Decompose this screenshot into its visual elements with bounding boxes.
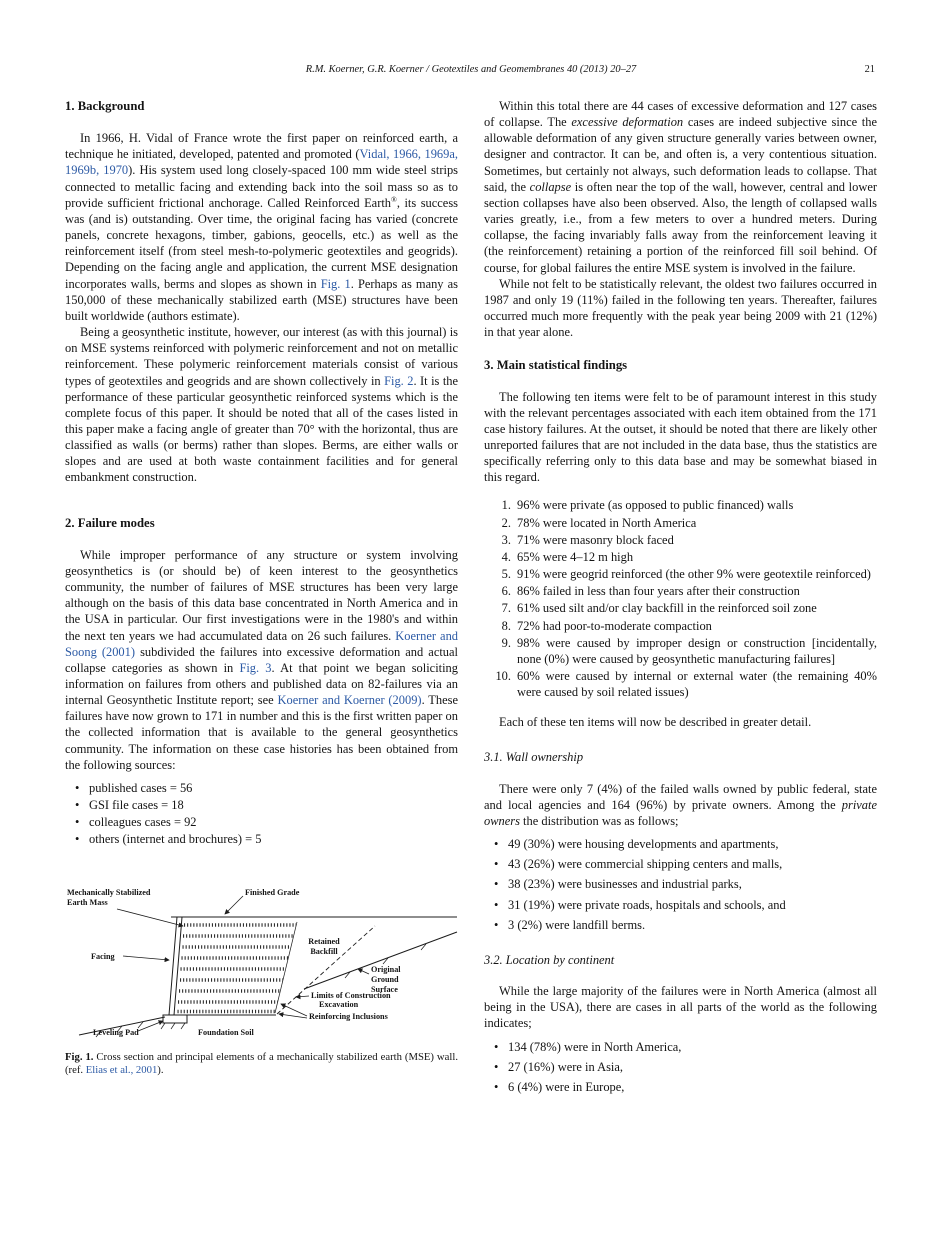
item-number: 10. <box>495 669 511 683</box>
section-heading-findings: 3. Main statistical findings <box>484 358 628 373</box>
text-segment: is often near the top of the wall, however, central and lower section collapses have also been observed. Also, the length of collapsed walls varies greatly, i.e., from a few meters to over a hundred meters. During collapse, the facing invariably falls away from the reinforcement leaving it (the reinforcement) retaining a portion of the reinforced fill soil behind. Of course, for global failures the entire MSE system is involved in the failure. <box>484 179 877 275</box>
source-item <box>75 797 458 813</box>
item-number: 9. <box>501 635 511 650</box>
text-segment: . At that point we began soliciting information on failures from others and published data on 82-failures via an internal Geosynthetic Institute report; see <box>65 660 458 708</box>
text-segment: While improper performance of any structure or system involving geosynthetics is (or should be) of keen interest to the geosynthetics community, the number of failures of MSE structures has been very large although on the basis of this data base concentrated in North America and in the USA in particular. Our first investigations were in the 1980's and within the next ten years we had accumulated data on 26 such failures. <box>65 547 458 643</box>
label-original-ground-line2: Ground <box>371 974 399 984</box>
continent-item <box>494 1039 877 1055</box>
stat-item <box>484 549 877 565</box>
figure-1 <box>65 884 458 1078</box>
mse-wall-diagram <box>65 884 460 1042</box>
stat-item <box>484 566 877 582</box>
label-excavation-limits-line2: Excavation <box>319 999 359 1009</box>
citation-link[interactable]: Koerner and Koerner (2009) <box>277 693 422 708</box>
continent-item <box>494 1079 877 1095</box>
label-excavation-limits-line1: Limits of Construction <box>311 990 391 1000</box>
item-number: 3. <box>501 532 511 547</box>
list-text: 3 (2%) were landfill berms. <box>508 917 646 932</box>
text-segment: Within this total there are 44 cases of excessive deformation and 127 cases of collapse. The <box>484 99 877 130</box>
stat-item <box>484 635 877 667</box>
text-segment: ® <box>391 194 397 204</box>
item-text: 71% were masonry block faced <box>517 532 674 547</box>
left-column <box>65 98 458 1102</box>
text-segment: ). <box>157 1064 164 1077</box>
item-text: 96% were private (as opposed to public financed) walls <box>517 498 794 513</box>
two-column-body <box>65 98 877 1102</box>
subsection-heading-wall-ownership: 3.1. Wall ownership <box>484 750 584 765</box>
section-heading-failure-modes: 2. Failure modes <box>65 515 155 530</box>
citation-link[interactable]: Elias et al., 2001 <box>85 1064 158 1077</box>
sources-list <box>75 780 458 848</box>
text-segment: subdivided the failures into excessive deformation and actual collapse categories as shown in <box>65 644 458 675</box>
label-retained-backfill-line1: Retained <box>308 936 340 946</box>
label-reinforcing-inclusions: Reinforcing Inclusions <box>309 1011 388 1021</box>
source-item <box>75 814 458 830</box>
owner-item <box>494 856 877 872</box>
figure-1-caption <box>65 1051 458 1078</box>
label-finished-grade: Finished Grade <box>245 887 300 897</box>
statistics-list <box>484 497 877 700</box>
owner-item <box>494 917 877 933</box>
item-text: 60% were caused by internal or external water (the remaining 40% were caused by soil related issues) <box>517 669 877 700</box>
item-number: 8. <box>501 618 511 633</box>
paragraph-failure-modes <box>65 547 458 773</box>
label-retained-backfill-line2: Backfill <box>310 946 338 956</box>
list-text: 43 (26%) were commercial shipping centers and malls, <box>508 857 783 872</box>
text-segment: In 1966, H. Vidal of France wrote the first paper on reinforced earth, a technique he initiated, developed, patented and promoted ( <box>65 131 458 162</box>
text-segment: Fig. 1. <box>65 1050 94 1063</box>
stat-item <box>484 668 877 700</box>
journal-citation: R.M. Koerner, G.R. Koerner / Geotextiles and Geomembranes 40 (2013) 20–27 <box>305 64 637 75</box>
text-segment: the distribution was as follows; <box>519 813 679 828</box>
label-mse-mass-line1: Mechanically Stabilized <box>67 887 151 897</box>
text-segment: There were only 7 (4%) of the failed walls owned by public federal, state and local agencies and 164 (96%) by private owners. Among the <box>484 781 877 812</box>
list-text: published cases = 56 <box>89 780 193 795</box>
text-segment: cases are indeed subjective since the allowable deformation of any given structure generally varies between owner, designer and contractor. It can be, and often is, a very contentious situation. Sometimes, but certainly not always, such deformation leads to collapse. That said, the <box>484 115 877 194</box>
section-heading-background: 1. Background <box>65 99 145 113</box>
text-segment: , its success was (and is) outstanding. Over time, the original facing has varied (concrete panels, concrete hexagons, timber, gabions, geocells, etc.) as well as the reinforcement itself (from steel mesh-to-polymeric geotextiles and geogrids). Depending on the facing angle and application, the current MSE designation incorporates walls, berms and slopes as shown in <box>65 195 458 291</box>
right-column <box>484 98 877 1102</box>
page-number: 21 <box>864 64 875 75</box>
text-segment: private owners <box>484 797 877 828</box>
source-item <box>75 831 458 847</box>
list-text: others (internet and brochures) = 5 <box>89 832 262 847</box>
list-text: 134 (78%) were in North America, <box>508 1039 682 1054</box>
stat-item <box>484 600 877 616</box>
owner-item <box>494 836 877 852</box>
label-foundation-soil: Foundation Soil <box>198 1027 254 1037</box>
label-leveling-pad: Leveling Pad <box>93 1027 139 1037</box>
citation-link[interactable]: Fig. 3 <box>239 660 272 675</box>
citation-link[interactable]: Koerner and Soong (2001) <box>65 628 459 659</box>
item-number: 7. <box>501 601 511 616</box>
list-text: 31 (19%) were private roads, hospitals and schools, and <box>508 897 786 912</box>
owner-item <box>494 897 877 913</box>
paragraph-location: While the large majority of the failures were in North America (almost all being in the USA), there are cases in all parts of the world as the following indicates; <box>484 984 877 1031</box>
list-text: 49 (30%) were housing developments and apartments, <box>508 837 779 852</box>
list-text: 6 (4%) were in Europe, <box>508 1079 625 1094</box>
list-text: GSI file cases = 18 <box>89 798 184 813</box>
paragraph-ownership <box>484 781 877 829</box>
citation-link[interactable]: Vidal, 1966, 1969a, 1969b, 1970 <box>65 147 459 178</box>
item-text: 61% used silt and/or clay backfill in the reinforced soil zone <box>517 601 817 616</box>
item-number: 1. <box>501 498 511 513</box>
source-item <box>75 780 458 796</box>
continent-item <box>494 1059 877 1075</box>
item-text: 86% failed in less than four years after their construction <box>517 584 800 599</box>
owner-item <box>494 876 877 892</box>
text-segment: . It is the performance of these particular geosynthetic reinforced systems which is the complete focus of this paper. It should be noted that all of the cases listed in this paper make a facing angle of greater than 70° with the horizontal, thus are classified as walls (or berms) rather than slopes. Berms, are either walls or slopes and are used at both waste containment facilities and for general embankment construction. <box>65 373 459 485</box>
text-segment: . These failures have now grown to 171 in number and this is the first written paper on the collected information that is available to the general geosynthetics community. The information on these case histories has been obtained from the following sources: <box>65 693 458 772</box>
stat-item <box>484 515 877 531</box>
ownership-list <box>494 836 877 933</box>
stat-item <box>484 532 877 548</box>
running-head <box>65 64 877 75</box>
label-mse-mass-line2: Earth Mass <box>67 897 108 907</box>
list-text: 38 (23%) were businesses and industrial parks, <box>508 877 742 892</box>
wall-facing-lines <box>169 917 182 1015</box>
paragraph-deformation-2: While not felt to be statistically relevant, the oldest two failures occurred in 1987 and only 19 (11%) failed in the following ten years. Thereafter, failures occurred much more frequently with the peak year being 2009 with 21 (12%) in that year alone. <box>484 276 877 340</box>
item-number: 6. <box>501 584 511 599</box>
paragraph-findings-outro: Each of these ten items will now be described in greater detail. <box>499 715 812 730</box>
item-number: 2. <box>501 515 511 530</box>
text-segment: Cross section and principal elements of a mechanically stabilized earth (MSE) wall. (ref. <box>65 1050 458 1077</box>
stat-item <box>484 618 877 634</box>
text-segment: Being a geosynthetic institute, however, our interest (as with this journal) is on MSE systems reinforced with polymeric reinforcement and not on metallic reinforcement. These polymeric reinforcement materials consist of various types of geotextiles and geogrids and are shown collectively in <box>65 325 458 388</box>
stat-item <box>484 497 877 513</box>
paragraph-background-2 <box>65 324 458 486</box>
original-ground-line <box>79 932 457 1037</box>
label-original-ground-line3: Surface <box>371 984 398 994</box>
subsection-heading-location: 3.2. Location by continent <box>484 952 615 967</box>
text-segment: collapse <box>529 179 572 194</box>
text-segment: ). His system used long closely-spaced 100 mm wide steel strips connected to metallic facing and extending back into the soil mass so as to provide sufficient frictional anchorage. Called Reinforced Earth <box>65 163 459 210</box>
text-segment: . Perhaps as many as 150,000 of these mechanically stabilized earth (MSE) structures have been built worldwide (authors estimate). <box>65 276 459 323</box>
stat-item <box>484 583 877 599</box>
item-number: 4. <box>501 549 511 564</box>
paragraph-deformation-1 <box>484 98 877 276</box>
list-text: colleagues cases = 92 <box>89 815 197 830</box>
text-segment: excessive deformation <box>571 115 684 130</box>
item-text: 98% were caused by improper design or construction [incidentally, none (0%) were caused by geosynthetic manufacturing failures] <box>517 635 877 666</box>
label-original-ground-line1: Original <box>371 964 401 974</box>
item-number: 5. <box>501 567 511 582</box>
label-facing: Facing <box>91 951 115 961</box>
item-text: 72% had poor-to-moderate compaction <box>517 618 712 633</box>
citation-link[interactable]: Fig. 2 <box>384 373 414 388</box>
paragraph-findings-intro: The following ten items were felt to be of paramount interest in this study with the relevant percentages associated with each item obtained from the 171 case history failures. At the outset, it should be noted that there are likely other unreported failures that are not included in the data base, thus the statistics are specifically referring only to this data base and may be somewhat biased in this regard. <box>484 389 877 485</box>
continent-list <box>494 1039 877 1095</box>
item-text: 91% were geogrid reinforced (the other 9% were geotextile reinforced) <box>517 567 871 582</box>
item-text: 78% were located in North America <box>517 515 697 530</box>
citation-link[interactable]: Fig. 1 <box>320 276 351 291</box>
paragraph-background-1 <box>65 130 458 324</box>
list-text: 27 (16%) were in Asia, <box>508 1059 624 1074</box>
item-text: 65% were 4–12 m high <box>517 549 634 564</box>
